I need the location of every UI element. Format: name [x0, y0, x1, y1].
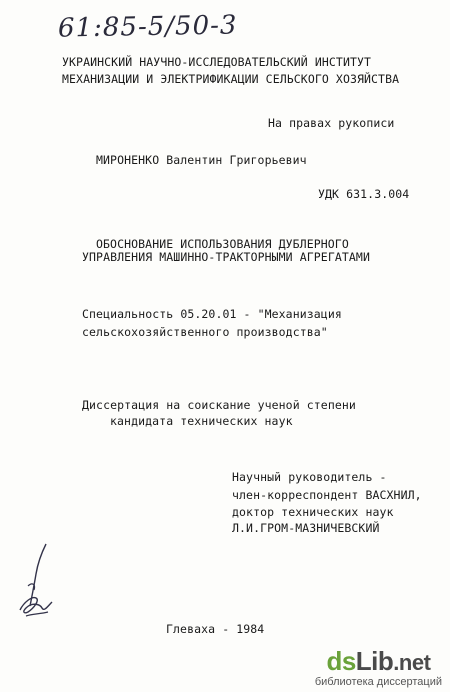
udc-code: УДК 631.3.004: [318, 187, 410, 201]
title-line-2: УПРАВЛЕНИЯ МАШИННО-ТРАКТОРНЫМИ АГРЕГАТАМИ: [82, 250, 370, 264]
institute-line-2: МЕХАНИЗАЦИИ И ЭЛЕКТРИФИКАЦИИ СЕЛЬСКОГО ХОЗЯЙСТВА: [62, 72, 400, 86]
manuscript-rights: На правах рукописи: [268, 116, 395, 130]
dissertation-line-2: кандидата технических наук: [110, 414, 293, 428]
supervisor-line-2: член-корреспондент ВАСХНИЛ,: [232, 488, 422, 502]
place-and-year: Глеваха - 1984: [166, 622, 265, 636]
supervisor-line-3: доктор технических наук: [232, 505, 394, 519]
title-line-1: ОБОСНОВАНИЕ ИСПОЛЬЗОВАНИЯ ДУБЛЕРНОГО: [96, 237, 349, 251]
handwritten-signature: [6, 540, 66, 630]
dslib-watermark: [315, 648, 442, 688]
supervisor-line-4: Л.И.ГРОМ-МАЗНИЧЕВСКИЙ: [232, 521, 380, 535]
archive-code-handwritten: 61:85-5/50-3: [57, 10, 238, 44]
specialty-line-1: Специальность 05.20.01 - "Механизация: [82, 307, 342, 321]
dslib-logo: dsLib.net: [326, 646, 431, 676]
supervisor-line-1: Научный руководитель -: [232, 470, 387, 484]
specialty-line-2: сельскохозяйственного производства": [82, 325, 328, 339]
dissertation-line-1: Диссертация на соискание ученой степени: [82, 398, 356, 412]
author-name: МИРОНЕНКО Валентин Григорьевич: [96, 153, 307, 167]
institute-line-1: УКРАИНСКИЙ НАУЧНО-ИССЛЕДОВАТЕЛЬСКИЙ ИНСТИТУТ: [62, 55, 372, 69]
dslib-subtitle: библиотека диссертаций: [314, 676, 442, 688]
